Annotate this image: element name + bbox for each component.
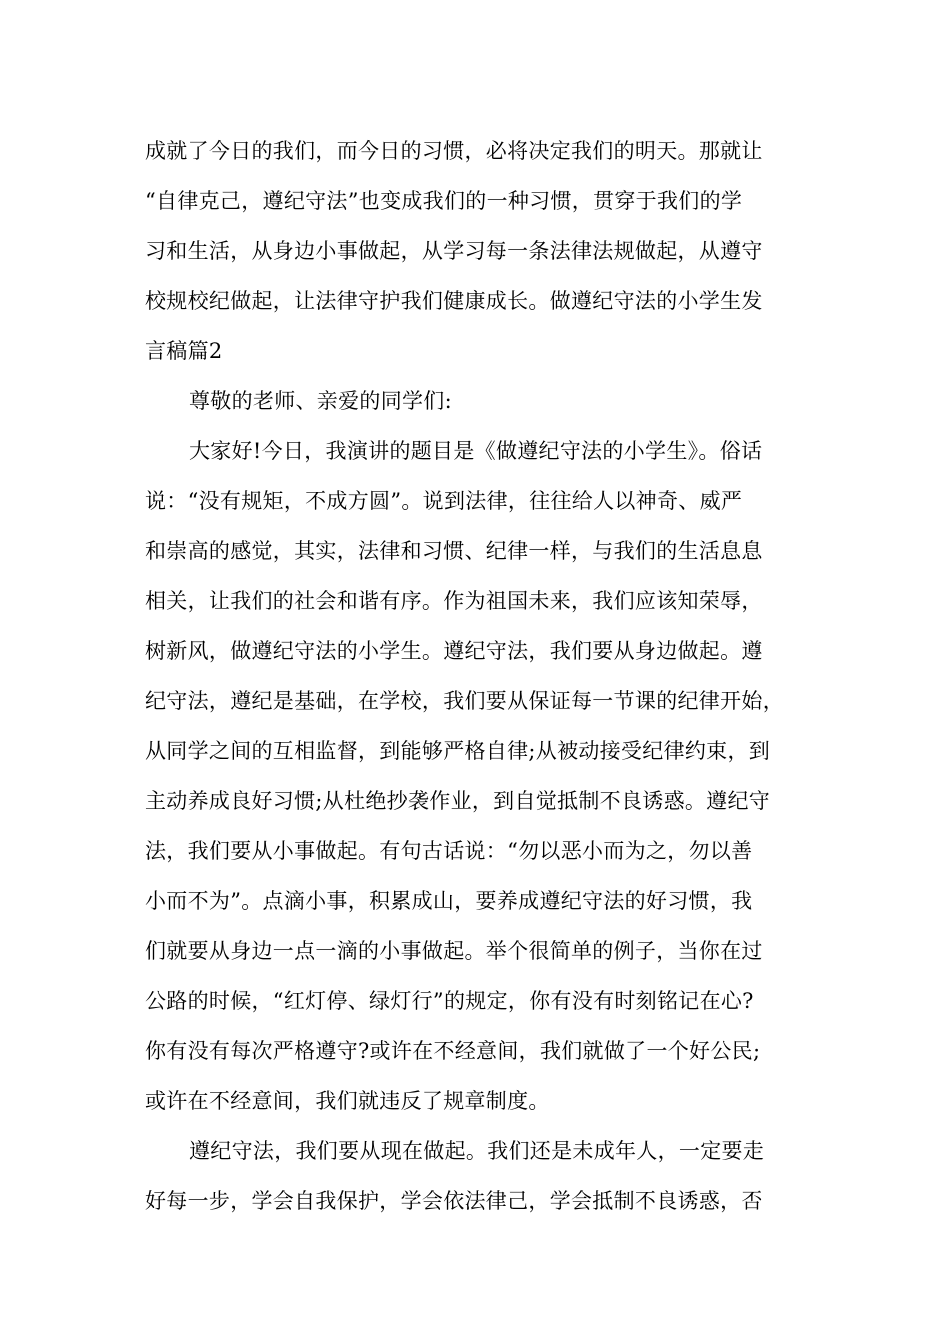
text-line: 树新风，做遵纪守法的小学生。遵纪守法，我们要从身边做起。遵 [145, 639, 763, 663]
text-line: 法，我们要从小事做起。有句古话说：“勿以恶小而为之，勿以善 [145, 839, 753, 863]
text-line: 校规校纪做起，让法律守护我们健康成长。做遵纪守法的小学生发 [145, 289, 763, 313]
text-line: 或许在不经意间，我们就违反了规章制度。 [145, 1089, 550, 1113]
text-line: 和崇高的感觉，其实，法律和习惯、纪律一样，与我们的生活息息 [145, 539, 763, 563]
text-line: 言稿篇2 [145, 339, 223, 363]
text-line: 纪守法，遵纪是基础，在学校，我们要从保证每一节课的纪律开始， [145, 689, 784, 713]
text-line: 们就要从身边一点一滴的小事做起。举个很简单的例子，当你在过 [145, 939, 763, 963]
text-line: 习和生活，从身边小事做起，从学习每一条法律法规做起，从遵守 [145, 239, 763, 263]
salutation: 尊敬的老师、亲爱的同学们: [189, 389, 452, 413]
text-line: 成就了今日的我们，而今日的习惯，必将决定我们的明天。那就让 [145, 139, 763, 163]
text-line: 说：“没有规矩，不成方圆”。说到法律，往往给人以神奇、威严 [145, 489, 743, 513]
text-line: 好每一步，学会自我保护，学会依法律己，学会抵制不良诱惑，否 [145, 1189, 763, 1213]
text-line: 主动养成良好习惯;从杜绝抄袭作业，到自觉抵制不良诱惑。遵纪守 [145, 789, 771, 813]
text-line: 小而不为”。点滴小事，积累成山，要养成遵纪守法的好习惯，我 [145, 889, 753, 913]
text-line: “自律克己，遵纪守法”也变成我们的一种习惯，贯穿于我们的学 [145, 189, 743, 213]
text-line: 从同学之间的互相监督，到能够严格自律;从被动接受纪律约束，到 [145, 739, 771, 763]
text-line: 遵纪守法，我们要从现在做起。我们还是未成年人，一定要走 [189, 1139, 765, 1163]
text-line: 大家好!今日，我演讲的题目是《做遵纪守法的小学生》。俗话 [189, 439, 763, 463]
text-line: 相关，让我们的社会和谐有序。作为祖国未来，我们应该知荣辱， [145, 589, 763, 613]
text-line: 公路的时候，“红灯停、绿灯行”的规定，你有没有时刻铭记在心? [145, 989, 754, 1013]
text-line: 你有没有每次严格遵守?或许在不经意间，我们就做了一个好公民; [145, 1039, 761, 1063]
